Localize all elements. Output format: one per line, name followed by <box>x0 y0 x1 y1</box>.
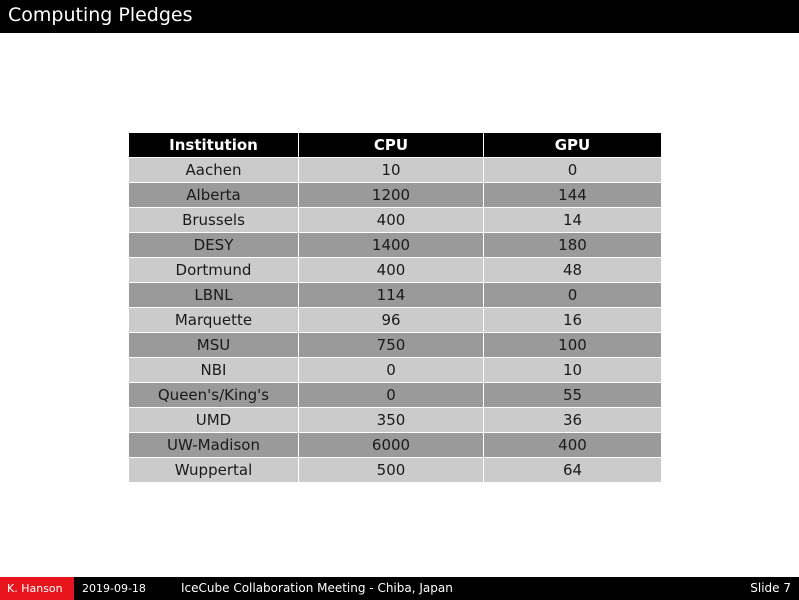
footer-slide-number: Slide 7 <box>750 581 791 595</box>
cell-institution: LBNL <box>129 283 299 308</box>
cell-institution: UMD <box>129 408 299 433</box>
cell-cpu: 400 <box>299 258 484 283</box>
cell-institution: MSU <box>129 333 299 358</box>
cell-cpu: 10 <box>299 158 484 183</box>
table-row <box>129 283 662 308</box>
cell-institution: UW-Madison <box>129 433 299 458</box>
cell-gpu: 400 <box>484 433 662 458</box>
table-row <box>129 333 662 358</box>
cell-institution: Wuppertal <box>129 458 299 483</box>
cell-gpu: 36 <box>484 408 662 433</box>
cell-gpu: 0 <box>484 283 662 308</box>
table-row <box>129 308 662 333</box>
cell-cpu: 750 <box>299 333 484 358</box>
cell-gpu: 16 <box>484 308 662 333</box>
footer-event: IceCube Collaboration Meeting - Chiba, Japan <box>181 581 453 595</box>
table-row <box>129 408 662 433</box>
cell-cpu: 96 <box>299 308 484 333</box>
slide-title: Computing Pledges <box>0 0 799 33</box>
header-cpu: CPU <box>299 133 484 158</box>
table-row <box>129 458 662 483</box>
cell-institution: Marquette <box>129 308 299 333</box>
cell-institution: NBI <box>129 358 299 383</box>
table-row <box>129 158 662 183</box>
table-header-row <box>129 133 662 158</box>
cell-gpu: 14 <box>484 208 662 233</box>
cell-gpu: 144 <box>484 183 662 208</box>
cell-institution: Alberta <box>129 183 299 208</box>
cell-institution: Queen's/King's <box>129 383 299 408</box>
table-row <box>129 208 662 233</box>
header-gpu: GPU <box>484 133 662 158</box>
footer-author: K. Hanson <box>0 577 74 600</box>
cell-cpu: 500 <box>299 458 484 483</box>
table-row <box>129 258 662 283</box>
table-row <box>129 233 662 258</box>
cell-gpu: 55 <box>484 383 662 408</box>
cell-gpu: 100 <box>484 333 662 358</box>
cell-cpu: 400 <box>299 208 484 233</box>
table-row <box>129 383 662 408</box>
cell-institution: Brussels <box>129 208 299 233</box>
cell-gpu: 180 <box>484 233 662 258</box>
cell-cpu: 0 <box>299 358 484 383</box>
pledges-table <box>128 132 662 483</box>
table-row <box>129 433 662 458</box>
table-row <box>129 358 662 383</box>
cell-gpu: 64 <box>484 458 662 483</box>
cell-institution: DESY <box>129 233 299 258</box>
cell-institution: Dortmund <box>129 258 299 283</box>
cell-cpu: 114 <box>299 283 484 308</box>
cell-gpu: 48 <box>484 258 662 283</box>
cell-cpu: 6000 <box>299 433 484 458</box>
cell-gpu: 0 <box>484 158 662 183</box>
slide-footer <box>0 577 799 600</box>
header-institution: Institution <box>129 133 299 158</box>
cell-cpu: 0 <box>299 383 484 408</box>
table-row <box>129 183 662 208</box>
footer-date: 2019-09-18 <box>82 582 146 595</box>
cell-cpu: 1400 <box>299 233 484 258</box>
cell-institution: Aachen <box>129 158 299 183</box>
cell-gpu: 10 <box>484 358 662 383</box>
cell-cpu: 1200 <box>299 183 484 208</box>
cell-cpu: 350 <box>299 408 484 433</box>
